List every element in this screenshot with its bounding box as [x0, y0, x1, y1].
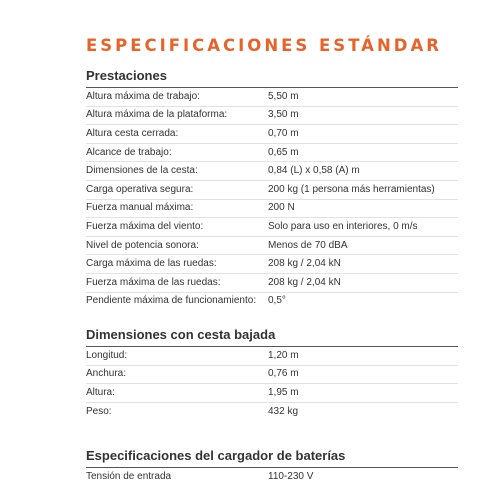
spec-row [86, 293, 458, 311]
spec-row [86, 403, 458, 421]
spec-row [86, 237, 458, 256]
spec-row [86, 144, 458, 163]
spec-value: 0,5° [268, 295, 286, 307]
spec-label: Peso: [86, 405, 112, 417]
spec-value: 0,76 m [268, 368, 299, 380]
section-title: Dimensiones con cesta bajada [86, 327, 458, 347]
spec-label: Alcance de trabajo: [86, 146, 172, 158]
spec-value: 0,65 m [268, 146, 299, 158]
spec-row [86, 125, 458, 144]
spec-label: Anchura: [86, 368, 127, 380]
spec-label: Dimensiones de la cesta: [86, 165, 198, 177]
spec-row [86, 107, 458, 126]
spec-label: Longitud: [86, 349, 128, 361]
spec-row [86, 255, 458, 274]
spec-label: Pendiente máxima de funcionamiento: [86, 295, 257, 307]
spec-list [86, 468, 458, 486]
section-cargador [86, 448, 458, 486]
spec-row [86, 200, 458, 219]
section-title: Prestaciones [86, 68, 458, 88]
spec-label: Altura máxima de trabajo: [86, 90, 200, 102]
spec-label: Carga operativa segura: [86, 183, 194, 195]
spec-label: Fuerza manual máxima: [86, 202, 194, 214]
spec-label: Carga máxima de las ruedas: [86, 258, 217, 270]
spec-value: 5,50 m [268, 90, 299, 102]
spec-label: Nivel de potencia sonora: [86, 239, 199, 251]
spec-value: 1,95 m [268, 386, 299, 398]
spec-label: Fuerza máxima del viento: [86, 220, 204, 232]
spec-row [86, 162, 458, 181]
spec-row [86, 468, 458, 486]
spec-value: 110-230 V [268, 470, 314, 482]
spec-label: Altura: [86, 386, 115, 398]
spec-row [86, 218, 458, 237]
spec-value: 3,50 m [268, 109, 299, 121]
spec-value: 208 kg / 2,04 kN [268, 258, 341, 270]
spec-value: 200 kg (1 persona más herramientas) [268, 183, 435, 195]
spec-value: 200 N [268, 202, 295, 214]
spec-row [86, 274, 458, 293]
page-title: ESPECIFICACIONES ESTÁNDAR [86, 36, 442, 55]
spec-value: Solo para uso en interiores, 0 m/s [268, 220, 418, 232]
spec-label: Altura cesta cerrada: [86, 127, 179, 139]
spec-sheet [86, 36, 458, 482]
spec-list [86, 347, 458, 420]
spec-value: 0,84 (L) x 0,58 (A) m [268, 165, 360, 177]
spec-value: Menos de 70 dBA [268, 239, 348, 251]
section-dimensiones [86, 327, 458, 420]
spec-value: 208 kg / 2,04 kN [268, 276, 341, 288]
spec-row [86, 347, 458, 366]
spec-value: 432 kg [268, 405, 299, 417]
spec-list [86, 88, 458, 310]
section-prestaciones [86, 68, 458, 310]
spec-row [86, 181, 458, 200]
spec-row [86, 88, 458, 107]
section-title: Especificaciones del cargador de baterías [86, 448, 458, 468]
spec-label: Fuerza máxima de las ruedas: [86, 276, 221, 288]
spec-row [86, 384, 458, 403]
spec-label: Tensión de entrada [86, 470, 172, 482]
spec-label: Altura máxima de la plataforma: [86, 109, 228, 121]
spec-row [86, 366, 458, 385]
spec-value: 1,20 m [268, 349, 299, 361]
spec-value: 0,70 m [268, 127, 299, 139]
